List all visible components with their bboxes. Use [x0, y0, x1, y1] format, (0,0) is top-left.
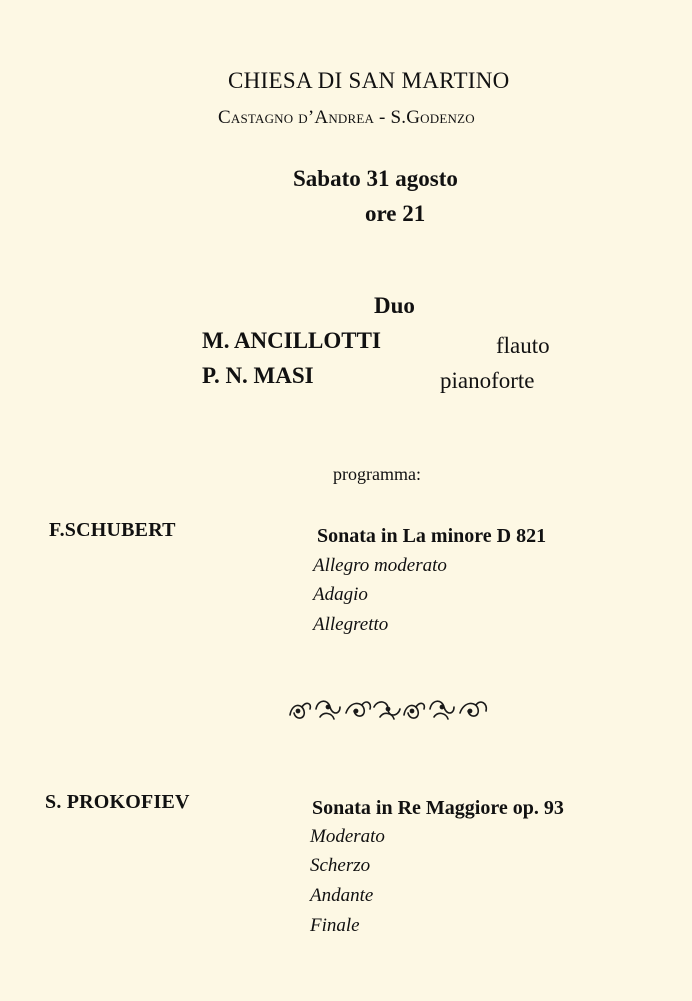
movement: Adagio — [313, 584, 368, 605]
venue-location: Castagno d’Andrea - S.Godenzo — [218, 107, 475, 128]
floral-divider-icon — [286, 693, 498, 725]
movement: Andante — [310, 885, 374, 906]
performer-instrument: flauto — [496, 333, 550, 358]
performer-name: M. ANCILLOTTI — [202, 328, 381, 353]
movement: Allegretto — [313, 614, 389, 635]
venue-title: CHIESA DI SAN MARTINO — [228, 68, 510, 93]
programme-label: programma: — [333, 464, 421, 484]
movement: Moderato — [310, 826, 385, 847]
movement: Scherzo — [310, 855, 371, 876]
ensemble-name: Duo — [374, 293, 415, 318]
performer-name: P. N. MASI — [202, 363, 314, 388]
composer-name: S. PROKOFIEV — [45, 791, 190, 813]
concert-date: Sabato 31 agosto — [293, 166, 458, 191]
concert-time: ore 21 — [365, 201, 426, 226]
performer-instrument: pianoforte — [440, 368, 535, 393]
composer-name: F.SCHUBERT — [49, 519, 176, 541]
movement: Allegro moderato — [313, 555, 447, 576]
work-title: Sonata in La minore D 821 — [317, 525, 547, 547]
movement: Finale — [310, 915, 360, 936]
work-title: Sonata in Re Maggiore op. 93 — [312, 797, 564, 819]
